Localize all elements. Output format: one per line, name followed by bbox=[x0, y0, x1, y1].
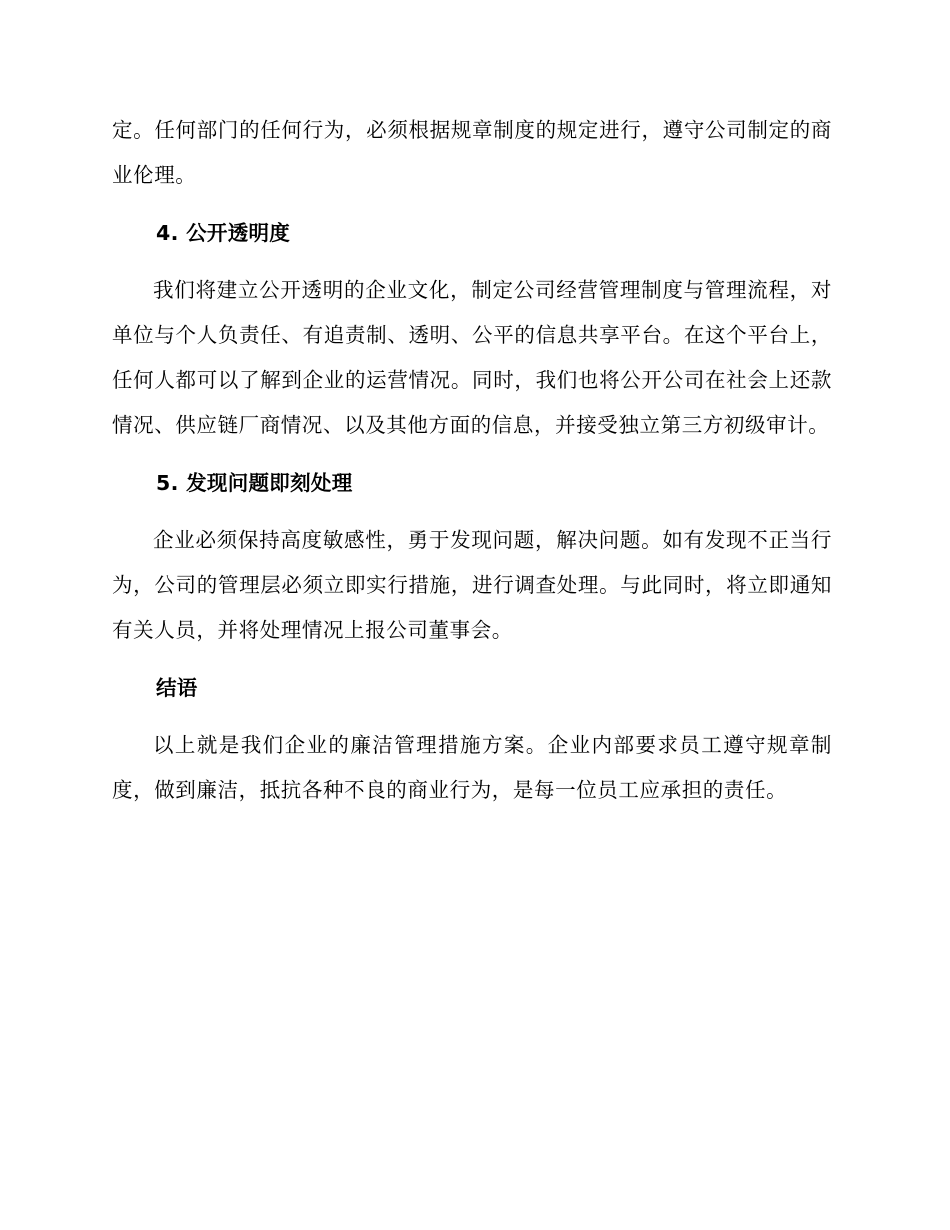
section-heading-transparency: 4. 公开透明度 bbox=[156, 221, 291, 245]
paragraph-handle-issues: 企业必须保持高度敏感性，勇于发现问题，解决问题。如有发现不正当行为，公司的管理层必须立即实行措施，进行调查处理。与此同时，将立即通知有关人员，并将处理情况上报公司董事会。 bbox=[112, 528, 832, 642]
paragraph-conclusion: 以上就是我们企业的廉洁管理措施方案。企业内部要求员工遵守规章制度，做到廉洁，抵抗各种不良的商业行为，是每一位员工应承担的责任。 bbox=[112, 733, 832, 802]
paragraph-continued: 定。任何部门的任何行为，必须根据规章制度的规定进行，遵守公司制定的商业伦理。 bbox=[112, 118, 832, 187]
section-heading-conclusion: 结语 bbox=[156, 676, 198, 700]
paragraph-transparency: 我们将建立公开透明的企业文化，制定公司经营管理制度与管理流程，对单位与个人负责任、有追责制、透明、公平的信息共享平台。在这个平台上，任何人都可以了解到企业的运营情况。同时，我们也将公开公司在社会上还款情况、供应链厂商情况、以及其他方面的信息，并接受独立第三方初级审计。 bbox=[112, 278, 832, 437]
section-heading-handle-issues: 5. 发现问题即刻处理 bbox=[156, 471, 353, 495]
document-page bbox=[112, 108, 832, 813]
